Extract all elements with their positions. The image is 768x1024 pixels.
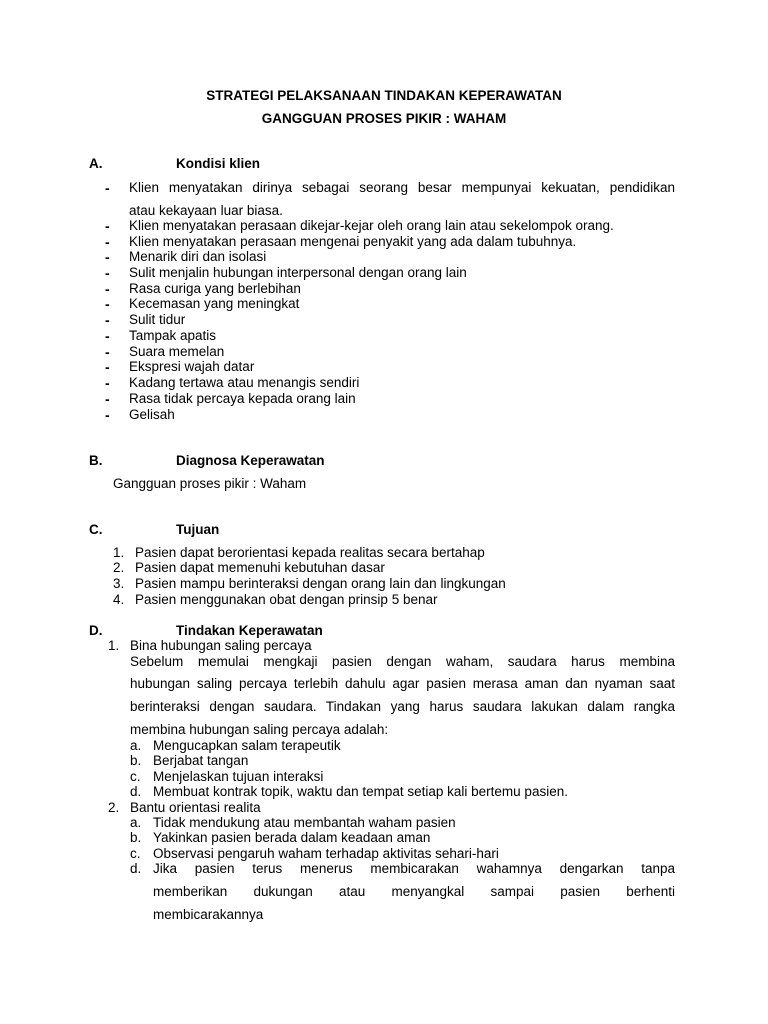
step-2-item-d-line: membicarakannya — [153, 907, 264, 922]
condition-item: Rasa curiga yang berlebihan — [129, 281, 301, 296]
section-c-heading: Tujuan — [176, 522, 220, 537]
step-1-paragraph-line: berinteraksi dengan saudara. Tindakan yang harus saudara lakukan dalam rangka — [130, 699, 675, 714]
bullet-marker: - — [105, 180, 110, 196]
bullet-marker: - — [105, 249, 110, 265]
step-1-item: Membuat kontrak topik, waktu dan tempat setiap kali bertemu pasien. — [153, 784, 568, 799]
bullet-marker: - — [105, 218, 110, 234]
bullet-marker: - — [105, 359, 110, 375]
bullet-marker: - — [105, 375, 110, 391]
step-1-paragraph-line: membina hubungan saling percaya adalah: — [130, 722, 389, 737]
goal-number: 2. — [113, 560, 125, 575]
condition-item: Sulit menjalin hubungan interpersonal dengan orang lain — [129, 265, 467, 280]
bullet-marker: - — [105, 234, 110, 250]
condition-item: Kecemasan yang meningkat — [129, 296, 300, 311]
bullet-marker: - — [105, 391, 110, 407]
bullet-marker: - — [105, 328, 110, 344]
diagnosis-text: Gangguan proses pikir : Waham — [113, 476, 307, 491]
step-1-item: Mengucapkan salam terapeutik — [153, 738, 341, 753]
step-1-item: Berjabat tangan — [153, 753, 249, 768]
step-2-item: Observasi pengaruh waham terhadap aktivitas sehari-hari — [153, 846, 499, 861]
step-1-letter: b. — [130, 753, 142, 768]
condition-item: Klien menyatakan perasaan mengenai penyakit yang ada dalam tubuhnya. — [129, 234, 577, 249]
condition-item: Suara memelan — [129, 344, 225, 359]
section-d-letter: D. — [89, 623, 103, 638]
bullet-marker: - — [105, 344, 110, 360]
step-1-title: Bina hubungan saling percaya — [130, 638, 312, 653]
bullet-marker: - — [105, 296, 110, 312]
step-2-title: Bantu orientasi realita — [130, 800, 261, 815]
goal-item: Pasien mampu berinteraksi dengan orang lain dan lingkungan — [135, 576, 506, 591]
condition-item: Menarik diri dan isolasi — [129, 249, 267, 264]
step-1-letter: a. — [130, 738, 142, 753]
section-a-letter: A. — [89, 156, 103, 171]
step-2-item: Yakinkan pasien berada dalam keadaan aman — [153, 830, 431, 845]
condition-item: Sulit tidur — [129, 312, 186, 327]
step-2-letter: a. — [130, 815, 142, 830]
condition-item: Klien menyatakan perasaan dikejar-kejar oleh orang lain atau sekelompok orang. — [129, 218, 614, 233]
goal-number: 4. — [113, 592, 125, 607]
step-2-number: 2. — [108, 800, 120, 815]
step-1-item: Menjelaskan tujuan interaksi — [153, 769, 324, 784]
step-1-letter: c. — [130, 769, 141, 784]
section-c-letter: C. — [89, 522, 103, 537]
step-1-paragraph-line: hubungan saling percaya terlebih dahulu agar pasien merasa aman dan nyaman saat — [130, 676, 675, 691]
document-subtitle: GANGGUAN PROSES PIKIR : WAHAM — [261, 111, 507, 126]
goal-item: Pasien dapat memenuhi kebutuhan dasar — [135, 560, 385, 575]
step-1-number: 1. — [108, 638, 120, 653]
condition-item: Rasa tidak percaya kepada orang lain — [129, 391, 356, 406]
step-1-letter: d. — [130, 784, 142, 799]
section-b-letter: B. — [89, 453, 103, 468]
section-a-heading: Kondisi klien — [176, 156, 261, 171]
step-2-item-d-line: memberikan dukungan atau menyangkal sampai pasien berhenti — [153, 884, 675, 899]
bullet-marker: - — [105, 265, 110, 281]
goal-number: 3. — [113, 576, 125, 591]
condition-item: Tampak apatis — [129, 328, 217, 343]
condition-item: Ekspresi wajah datar — [129, 359, 255, 374]
bullet-marker: - — [105, 281, 110, 297]
section-b-heading: Diagnosa Keperawatan — [176, 453, 325, 468]
goal-item: Pasien dapat berorientasi kepada realitas secara bertahap — [135, 545, 485, 560]
bullet-marker: - — [105, 407, 110, 423]
goal-item: Pasien menggunakan obat dengan prinsip 5 benar — [135, 592, 438, 607]
bullet-marker: - — [105, 312, 110, 328]
goal-number: 1. — [113, 545, 125, 560]
step-2-item: Tidak mendukung atau membantah waham pasien — [153, 815, 456, 830]
step-2-letter: b. — [130, 830, 142, 845]
condition-item: Gelisah — [129, 407, 175, 422]
condition-item: Kadang tertawa atau menangis sendiri — [129, 375, 360, 390]
condition-item-1-line2: atau kekayaan luar biasa. — [129, 203, 283, 218]
step-2-letter: c. — [130, 846, 141, 861]
step-1-paragraph-line: Sebelum memulai mengkaji pasien dengan waham, saudara harus membina — [130, 654, 675, 669]
document-title: STRATEGI PELAKSANAAN TINDAKAN KEPERAWATAN — [206, 88, 562, 103]
step-2-item-d-line: Jika pasien terus menerus membicarakan wahamnya dengarkan tanpa — [153, 861, 675, 876]
condition-item-1-line1: Klien menyatakan dirinya sebagai seorang besar mempunyai kekuatan, pendidikan — [129, 180, 675, 195]
section-d-heading: Tindakan Keperawatan — [176, 623, 323, 638]
step-2-letter: d. — [130, 861, 142, 876]
